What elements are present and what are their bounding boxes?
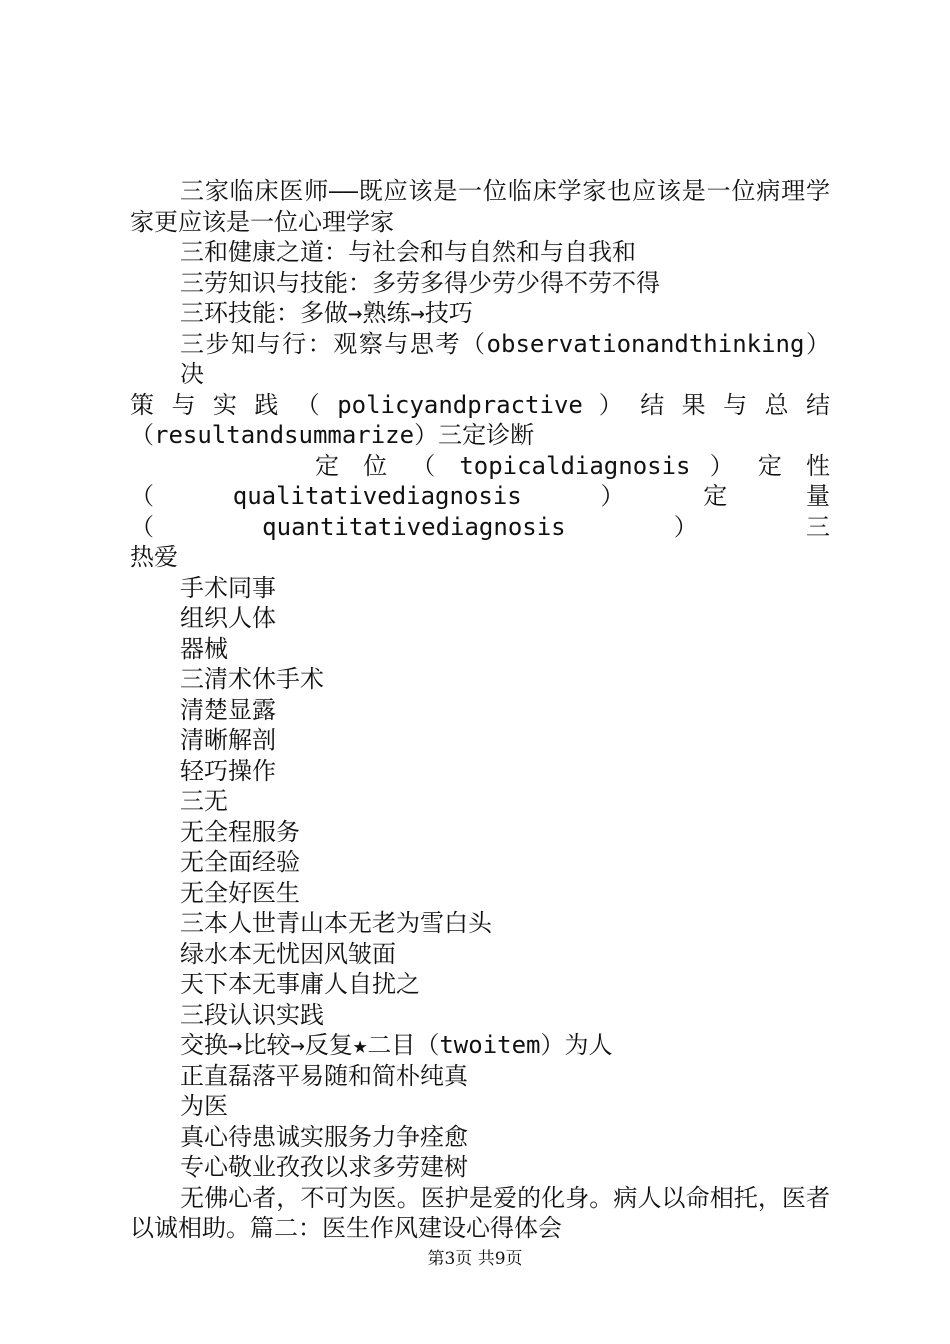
steps-line-3: （resultandsummarize）三定诊断: [130, 421, 535, 449]
list-item: 清楚显露: [180, 695, 276, 724]
list-item: 无全程服务: [180, 817, 300, 846]
paragraph-three-harmony: 三和健康之道：与社会和与自然和与自我和: [180, 238, 636, 266]
paragraph-three-labor: 三劳知识与技能：多劳多得少劳少得不劳不得: [180, 268, 660, 297]
diagnosis-line-1: 定 位 （ topicaldiagnosis ） 定 性: [315, 451, 830, 480]
paragraph-three-skills: 三环技能：多做→熟练→技巧: [180, 299, 473, 327]
list-item: 天下本无事庸人自扰之: [180, 970, 420, 998]
steps-line-1: 三步知与行：观察与思考（observationandthinking）决: [180, 329, 830, 388]
list-item: 绿水本无忧因风皱面: [180, 939, 396, 968]
list-item: 三清术休手术: [180, 665, 324, 693]
list-item: 交换→比较→反复★二目（twoitem）为人: [180, 1031, 613, 1059]
list-item: 三段认识实践: [180, 1000, 324, 1029]
steps-line-2: 策 与 实 践 （ policyandpractive ） 结 果 与 总 结: [130, 390, 830, 419]
list-item: 组织人体: [180, 604, 276, 632]
list-item: 为医: [180, 1092, 228, 1120]
diagnosis-line-3: 热爱: [130, 543, 178, 571]
document-body: [130, 176, 830, 1244]
page-footer: 第3页 共9页: [427, 1249, 523, 1269]
list-item: 真心待患诚实服务力争痊愈: [180, 1122, 468, 1151]
paragraph-three-diagnosis: [130, 451, 830, 573]
diagnosis-line-2: （qualitativediagnosis）定量（quantitativediagnosis）三: [130, 482, 830, 541]
list-item: 三本人世青山本无老为雪白头: [180, 909, 492, 937]
list-item: 三无: [180, 787, 228, 815]
list-block: [130, 573, 830, 1183]
list-item: 手术同事: [180, 573, 276, 602]
paragraph-three-roles: 三家临床医师——既应该是一位临床学家也应该是一位病理学家更应该是一位心理学家: [130, 177, 830, 236]
list-item: 清晰解剖: [180, 726, 276, 754]
list-item: 正直磊落平易随和简朴纯真: [180, 1061, 468, 1090]
list-item: 无全好医生: [180, 878, 300, 907]
list-item: 轻巧操作: [180, 756, 276, 785]
paragraph-closing: 无佛心者，不可为医。医护是爱的化身。病人以命相托，医者以诚相助。篇二：医生作风建设心得体会: [130, 1183, 830, 1242]
list-item: 无全面经验: [180, 848, 300, 876]
list-item: 器械: [180, 634, 228, 663]
paragraph-three-steps: [130, 329, 830, 451]
list-item: 专心敬业孜孜以求多劳建树: [180, 1153, 468, 1181]
